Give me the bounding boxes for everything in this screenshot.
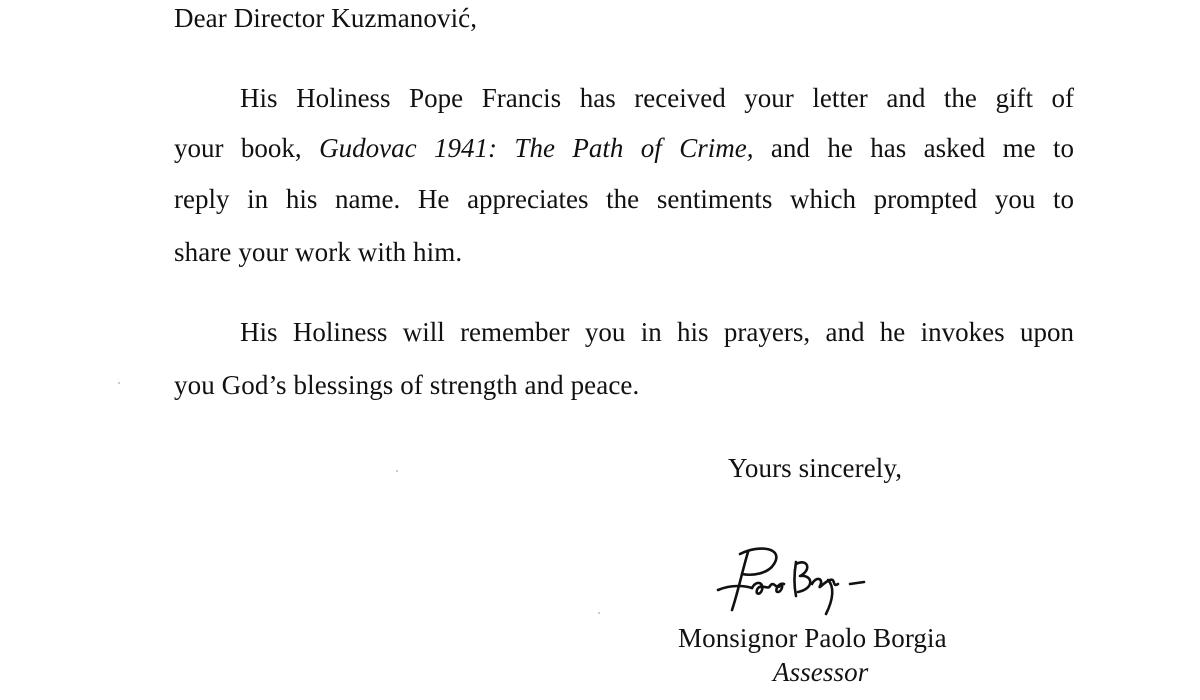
paragraph-1-line-3: reply in his name. He appreciates the sentiments which prompted you to (174, 184, 1074, 214)
scan-speck (118, 382, 120, 384)
signatory-name: Monsignor Paolo Borgia (678, 623, 947, 653)
handwritten-signature-icon (712, 540, 882, 620)
paragraph-1-line-2-prefix: your book, (174, 133, 320, 163)
scan-speck (396, 470, 398, 472)
paragraph-2-line-2: you God’s blessings of strength and peace. (174, 370, 640, 400)
book-title: Gudovac 1941: The Path of Crime, (319, 133, 754, 163)
paragraph-1-line-1: His Holiness Pope Francis has received your letter and the gift of (240, 83, 1074, 113)
signatory-title: Assessor (773, 657, 869, 687)
scan-speck (598, 612, 600, 614)
salutation: Dear Director Kuzmanović, (174, 3, 478, 33)
paragraph-1-line-4: share your work with him. (174, 237, 463, 267)
paragraph-1-line-2 (174, 132, 1074, 164)
paragraph-1-line-2-suffix: and he has asked me to (753, 133, 1075, 163)
paragraph-2-line-1: His Holiness will remember you in his prayers, and he invokes upon (240, 317, 1074, 347)
closing: Yours sincerely, (728, 453, 903, 483)
